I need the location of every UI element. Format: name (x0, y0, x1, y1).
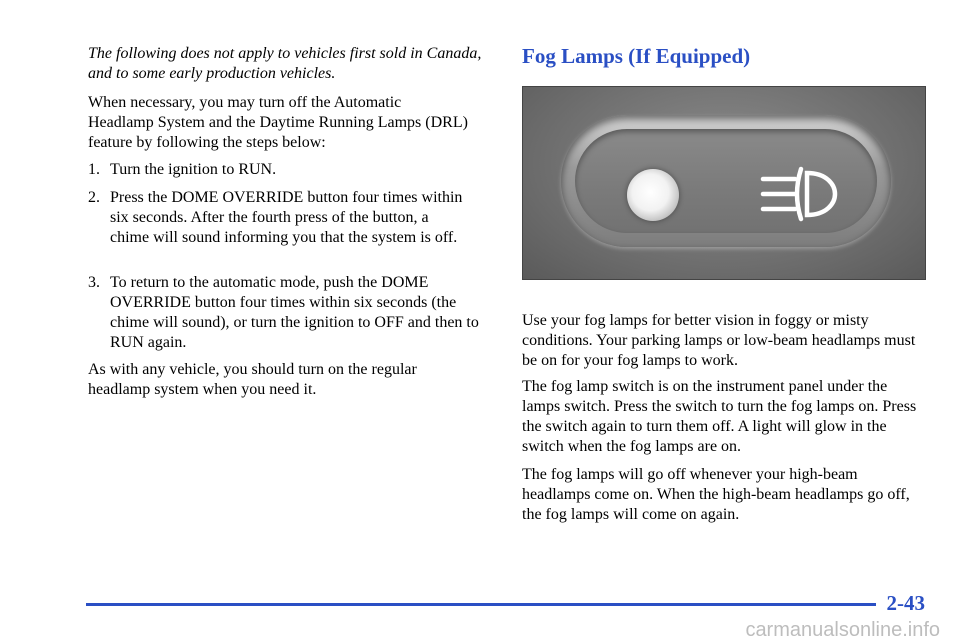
step-text: Press the DOME OVERRIDE button four times within six seconds. After the fourth press of the button, a chime will sound informing you that the system is off. (110, 189, 463, 246)
fog-lamp-switch (561, 115, 891, 247)
step-text: To return to the automatic mode, push the DOME OVERRIDE button four times within six seconds (the chime will sound), or turn the ignition to OFF and then to RUN again. (110, 274, 479, 351)
section-heading: Fog Lamps (If Equipped) (522, 44, 751, 68)
fog-lamp-highbeam-paragraph: The fog lamps will go off whenever your high-beam headlamps come on. When the high-beam headlamps go off, the fog lamps will come on again. (522, 466, 910, 523)
step-item (88, 160, 483, 180)
step-item (88, 188, 483, 248)
fog-lamp-switch-photo (522, 86, 926, 280)
fog-lamp-usage-paragraph: Use your fog lamps for better vision in foggy or misty conditions. Your parking lamps or low-beam headlamps must be on for your fog lamps to work. (522, 312, 916, 369)
intro-paragraph: When necessary, you may turn off the Automatic Headlamp System and the Daytime Running Lamps (DRL) feature by following the steps below: (88, 94, 468, 151)
indicator-light-icon (627, 169, 679, 221)
step-number: 2. (88, 189, 100, 206)
step-number: 3. (88, 274, 100, 291)
watermark-text: carmanualsonline.info (745, 619, 940, 641)
switch-face (575, 129, 877, 233)
fog-lamp-icon (755, 159, 845, 229)
step-item (88, 273, 483, 353)
footer-rule (86, 603, 876, 606)
fog-lamp-switch-paragraph: The fog lamp switch is on the instrument panel under the lamps switch. Press the switch to turn the fog lamps on. Press the switch again to turn them off. A light will glow in the switch when the fog lamps are on. (522, 378, 917, 455)
step-number: 1. (88, 161, 100, 178)
applicability-note: The following does not apply to vehicles first sold in Canada, and to some early production vehicles. (88, 45, 482, 82)
page-number: 2-43 (886, 591, 925, 615)
step-text: Turn the ignition to RUN. (110, 161, 277, 178)
closing-paragraph: As with any vehicle, you should turn on the regular headlamp system when you need it. (88, 361, 417, 398)
